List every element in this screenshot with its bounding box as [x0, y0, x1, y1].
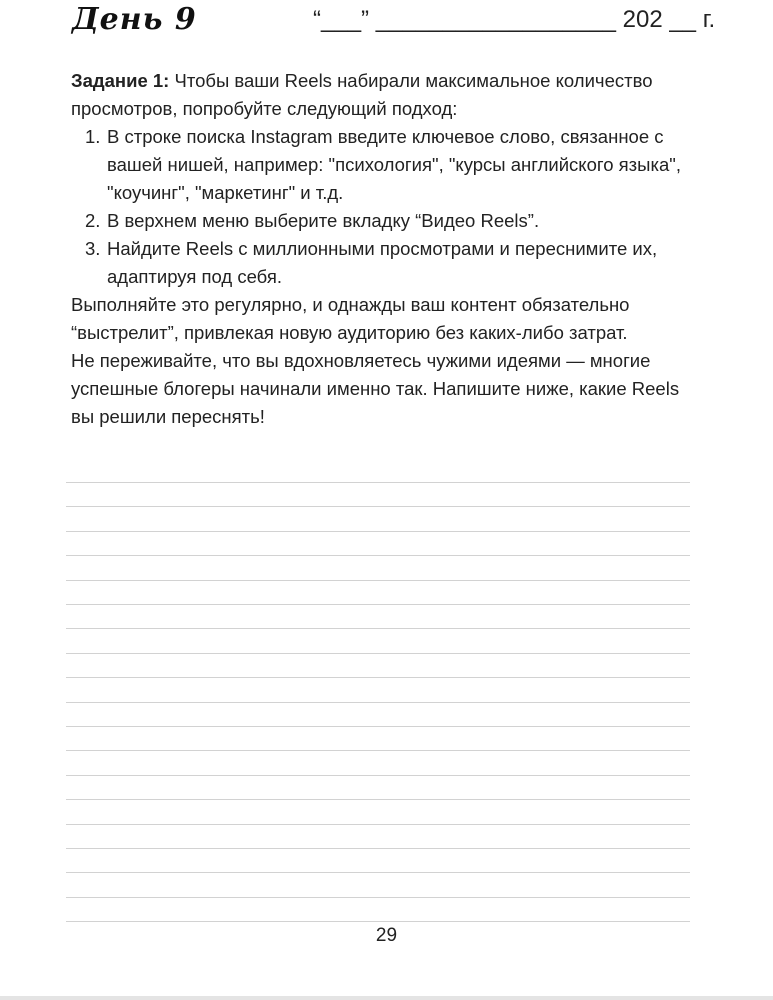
list-item [71, 235, 701, 291]
page-bottom-edge [0, 996, 773, 1000]
task-label: Задание 1: [71, 70, 170, 91]
writing-line [66, 872, 690, 873]
list-item-text: В строке поиска Instagram введите ключевое слово, связанное с вашей нишей, например: "психология", "курсы английского языка", "коучинг", "маркетинг" и т.д. [107, 126, 681, 203]
list-item-text: В верхнем меню выберите вкладку “Видео Reels”. [107, 210, 540, 231]
list-item-number: 2. [85, 210, 101, 231]
task-intro-text: Чтобы ваши Reels набирали максимальное количество просмотров, попробуйте следующий подход: [71, 70, 653, 119]
writing-line [66, 775, 690, 776]
writing-lines [66, 482, 690, 922]
writing-line [66, 628, 690, 629]
writing-line [66, 555, 690, 556]
body-paragraph: Выполняйте это регулярно, и однажды ваш контент обязательно “выстрелит”, привлекая новую аудиторию без каких-либо затрат. [71, 294, 630, 343]
body-paragraph: Не переживайте, что вы вдохновляетесь чужими идеями — многие успешные блогеры начинали именно так. Напишите ниже, какие Reels вы решили переснять! [71, 350, 680, 427]
page-number: 29 [375, 925, 398, 946]
writing-line [66, 750, 690, 751]
writing-line [66, 921, 690, 922]
day-title: День 9 [72, 2, 197, 37]
date-fill-line: “___” __________________ 202 __ г. [313, 6, 716, 33]
list-item [71, 123, 701, 207]
page-header [0, 0, 773, 60]
writing-line [66, 897, 690, 898]
writing-line [66, 824, 690, 825]
writing-line [66, 653, 690, 654]
writing-line [66, 506, 690, 507]
writing-line [66, 580, 690, 581]
writing-line [66, 726, 690, 727]
writing-line [66, 604, 690, 605]
writing-line [66, 677, 690, 678]
task-content [71, 67, 701, 431]
writing-line [66, 848, 690, 849]
writing-line [66, 531, 690, 532]
list-item-number: 3. [85, 238, 101, 259]
list-item-number: 1. [85, 126, 101, 147]
list-item-text: Найдите Reels с миллионными просмотрами и переснимите их, адаптируя под себя. [107, 238, 658, 287]
task-intro [71, 67, 701, 123]
writing-line [66, 702, 690, 703]
task-steps-list [71, 123, 701, 291]
list-item [71, 207, 701, 235]
writing-line [66, 799, 690, 800]
writing-line [66, 482, 690, 483]
